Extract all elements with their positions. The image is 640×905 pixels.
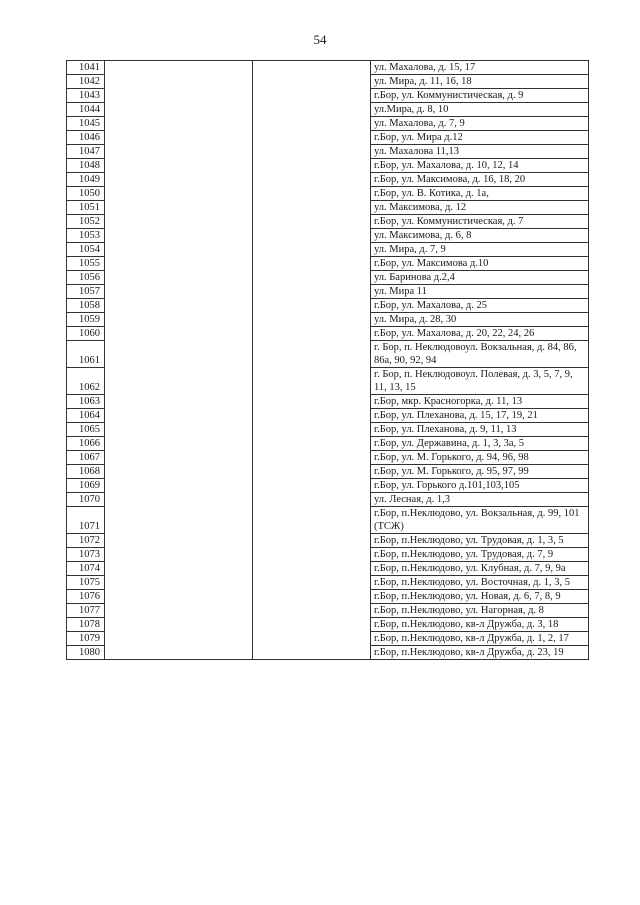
address-cell: г.Бор, ул. Махалова, д. 20, 22, 24, 26	[371, 327, 589, 341]
row-number: 1062	[67, 368, 105, 395]
page-number: 54	[313, 32, 327, 47]
address-cell: г.Бор, ул. Максимова д.10	[371, 257, 589, 271]
empty-cell	[105, 117, 253, 131]
address-cell: г.Бор, мкр. Красногорка, д. 11, 13	[371, 395, 589, 409]
empty-cell	[253, 131, 371, 145]
address-cell: ул. Мира 11	[371, 285, 589, 299]
address-cell: г.Бор, ул. М. Горького, д. 95, 97, 99	[371, 465, 589, 479]
row-number: 1043	[67, 89, 105, 103]
address-cell: г.Бор, п.Неклюдово, ул. Трудовая, д. 7, 9	[371, 548, 589, 562]
address-cell: г.Бор, ул. Коммунистическая, д. 7	[371, 215, 589, 229]
empty-cell	[253, 271, 371, 285]
table-row	[67, 562, 589, 576]
empty-cell	[253, 423, 371, 437]
row-number: 1046	[67, 131, 105, 145]
address-cell: г.Бор, ул. Плеханова, д. 15, 17, 19, 21	[371, 409, 589, 423]
address-cell: г. Бор, п. Неклюдовоул. Вокзальная, д. 84, 86, 86а, 90, 92, 94	[371, 341, 589, 368]
empty-cell	[105, 89, 253, 103]
empty-cell	[253, 395, 371, 409]
empty-cell	[105, 465, 253, 479]
row-number: 1078	[67, 618, 105, 632]
empty-cell	[105, 368, 253, 395]
table-row	[67, 201, 589, 215]
address-cell: ул. Мира, д. 28, 30	[371, 313, 589, 327]
row-number: 1059	[67, 313, 105, 327]
row-number: 1080	[67, 646, 105, 660]
empty-cell	[105, 299, 253, 313]
table-row	[67, 313, 589, 327]
empty-cell	[105, 341, 253, 368]
empty-cell	[105, 229, 253, 243]
table-row	[67, 534, 589, 548]
empty-cell	[105, 131, 253, 145]
table-row	[67, 548, 589, 562]
empty-cell	[105, 395, 253, 409]
empty-cell	[105, 562, 253, 576]
empty-cell	[105, 507, 253, 534]
empty-cell	[105, 271, 253, 285]
table-row	[67, 145, 589, 159]
table-row	[67, 409, 589, 423]
empty-cell	[253, 590, 371, 604]
empty-cell	[253, 243, 371, 257]
empty-cell	[253, 576, 371, 590]
empty-cell	[105, 646, 253, 660]
empty-cell	[105, 145, 253, 159]
table-row	[67, 299, 589, 313]
table-row	[67, 75, 589, 89]
address-cell: г.Бор, п.Неклюдово, ул. Восточная, д. 1, 3, 5	[371, 576, 589, 590]
table-row	[67, 285, 589, 299]
table-row	[67, 61, 589, 75]
address-cell: г.Бор, п.Неклюдово, ул. Клубная, д. 7, 9, 9а	[371, 562, 589, 576]
table-row	[67, 187, 589, 201]
empty-cell	[105, 534, 253, 548]
row-number: 1061	[67, 341, 105, 368]
table-row	[67, 131, 589, 145]
table-row	[67, 271, 589, 285]
table-row	[67, 257, 589, 271]
table-row	[67, 173, 589, 187]
address-cell: ул. Мира, д. 7, 9	[371, 243, 589, 257]
empty-cell	[105, 75, 253, 89]
row-number: 1041	[67, 61, 105, 75]
table-row	[67, 423, 589, 437]
address-cell: ул. Махалова, д. 15, 17	[371, 61, 589, 75]
address-cell: г.Бор, п.Неклюдово, кв-л Дружба, д. 23, 19	[371, 646, 589, 660]
address-cell: г.Бор, ул. Плеханова, д. 9, 11, 13	[371, 423, 589, 437]
empty-cell	[105, 451, 253, 465]
address-cell: г.Бор, п.Неклюдово, ул. Трудовая, д. 1, 3, 5	[371, 534, 589, 548]
address-cell: г. Бор, п. Неклюдовоул. Полевая, д. 3, 5, 7, 9, 11, 13, 15	[371, 368, 589, 395]
empty-cell	[253, 507, 371, 534]
row-number: 1056	[67, 271, 105, 285]
address-cell: г.Бор, ул. В. Котика, д. 1а,	[371, 187, 589, 201]
empty-cell	[105, 423, 253, 437]
row-number: 1052	[67, 215, 105, 229]
table-row	[67, 243, 589, 257]
row-number: 1076	[67, 590, 105, 604]
address-cell: г.Бор, ул. Махалова, д. 10, 12, 14	[371, 159, 589, 173]
empty-cell	[253, 479, 371, 493]
address-cell: г.Бор, ул. Максимова, д. 16, 18, 20	[371, 173, 589, 187]
empty-cell	[253, 493, 371, 507]
row-number: 1053	[67, 229, 105, 243]
empty-cell	[253, 632, 371, 646]
empty-cell	[105, 576, 253, 590]
empty-cell	[253, 201, 371, 215]
table-row	[67, 215, 589, 229]
empty-cell	[105, 327, 253, 341]
empty-cell	[253, 173, 371, 187]
table-row	[67, 103, 589, 117]
empty-cell	[253, 437, 371, 451]
row-number: 1071	[67, 507, 105, 534]
empty-cell	[253, 145, 371, 159]
address-cell: г.Бор, ул. Мира д.12	[371, 131, 589, 145]
row-number: 1065	[67, 423, 105, 437]
table-row	[67, 646, 589, 660]
row-number: 1063	[67, 395, 105, 409]
empty-cell	[105, 604, 253, 618]
row-number: 1070	[67, 493, 105, 507]
empty-cell	[105, 257, 253, 271]
table-row	[67, 437, 589, 451]
empty-cell	[105, 632, 253, 646]
address-cell: г.Бор, ул. Горького д.101,103,105	[371, 479, 589, 493]
row-number: 1066	[67, 437, 105, 451]
empty-cell	[253, 341, 371, 368]
address-cell: ул. Максимова, д. 6, 8	[371, 229, 589, 243]
address-table-body	[67, 61, 589, 660]
empty-cell	[105, 437, 253, 451]
table-row	[67, 465, 589, 479]
row-number: 1073	[67, 548, 105, 562]
table-row	[67, 632, 589, 646]
row-number: 1075	[67, 576, 105, 590]
address-cell: г.Бор, ул. Махалова, д. 25	[371, 299, 589, 313]
empty-cell	[105, 285, 253, 299]
address-cell: ул.Мира, д. 8, 10	[371, 103, 589, 117]
empty-cell	[253, 257, 371, 271]
empty-cell	[253, 285, 371, 299]
empty-cell	[105, 61, 253, 75]
table-row	[67, 159, 589, 173]
empty-cell	[253, 646, 371, 660]
empty-cell	[105, 590, 253, 604]
empty-cell	[253, 215, 371, 229]
empty-cell	[253, 409, 371, 423]
row-number: 1079	[67, 632, 105, 646]
empty-cell	[253, 117, 371, 131]
empty-cell	[253, 618, 371, 632]
row-number: 1047	[67, 145, 105, 159]
address-cell: ул. Максимова, д. 12	[371, 201, 589, 215]
address-cell: г.Бор, ул. Коммунистическая, д. 9	[371, 89, 589, 103]
table-row	[67, 604, 589, 618]
empty-cell	[253, 368, 371, 395]
address-cell: г.Бор, п.Неклюдово, кв-л Дружба, д. 1, 2, 17	[371, 632, 589, 646]
table-row	[67, 493, 589, 507]
row-number: 1050	[67, 187, 105, 201]
row-number: 1044	[67, 103, 105, 117]
empty-cell	[105, 409, 253, 423]
address-cell: г.Бор, п.Неклюдово, ул. Нагорная, д. 8	[371, 604, 589, 618]
row-number: 1068	[67, 465, 105, 479]
table-row	[67, 590, 589, 604]
empty-cell	[253, 562, 371, 576]
address-table	[66, 60, 589, 660]
empty-cell	[253, 604, 371, 618]
empty-cell	[105, 173, 253, 187]
row-number: 1045	[67, 117, 105, 131]
empty-cell	[253, 89, 371, 103]
empty-cell	[105, 159, 253, 173]
empty-cell	[253, 229, 371, 243]
address-cell: г.Бор, п.Неклюдово, ул. Вокзальная, д. 99, 101 (ТСЖ)	[371, 507, 589, 534]
table-row	[67, 576, 589, 590]
row-number: 1067	[67, 451, 105, 465]
address-cell: ул. Лесная, д. 1,3	[371, 493, 589, 507]
row-number: 1074	[67, 562, 105, 576]
empty-cell	[253, 61, 371, 75]
empty-cell	[253, 159, 371, 173]
table-row	[67, 507, 589, 534]
table-row	[67, 368, 589, 395]
empty-cell	[253, 327, 371, 341]
empty-cell	[105, 201, 253, 215]
row-number: 1054	[67, 243, 105, 257]
empty-cell	[253, 103, 371, 117]
address-cell: ул. Махалова, д. 7, 9	[371, 117, 589, 131]
address-cell: ул. Баринова д.2,4	[371, 271, 589, 285]
empty-cell	[253, 548, 371, 562]
row-number: 1069	[67, 479, 105, 493]
empty-cell	[253, 451, 371, 465]
empty-cell	[105, 313, 253, 327]
row-number: 1057	[67, 285, 105, 299]
row-number: 1077	[67, 604, 105, 618]
empty-cell	[253, 313, 371, 327]
empty-cell	[253, 299, 371, 313]
address-cell: ул. Махалова 11,13	[371, 145, 589, 159]
row-number: 1058	[67, 299, 105, 313]
table-row	[67, 341, 589, 368]
address-cell: г.Бор, п.Неклюдово, кв-л Дружба, д. 3, 18	[371, 618, 589, 632]
table-row	[67, 395, 589, 409]
table-row	[67, 479, 589, 493]
empty-cell	[253, 75, 371, 89]
table-row	[67, 89, 589, 103]
empty-cell	[105, 103, 253, 117]
empty-cell	[105, 493, 253, 507]
empty-cell	[105, 243, 253, 257]
row-number: 1042	[67, 75, 105, 89]
address-cell: г.Бор, ул. Державина, д. 1, 3, 3а, 5	[371, 437, 589, 451]
table-row	[67, 117, 589, 131]
row-number: 1060	[67, 327, 105, 341]
row-number: 1049	[67, 173, 105, 187]
empty-cell	[253, 465, 371, 479]
address-cell: г.Бор, п.Неклюдово, ул. Новая, д. 6, 7, 8, 9	[371, 590, 589, 604]
address-cell: г.Бор, ул. М. Горького, д. 94, 96, 98	[371, 451, 589, 465]
empty-cell	[253, 534, 371, 548]
table-row	[67, 327, 589, 341]
row-number: 1072	[67, 534, 105, 548]
empty-cell	[105, 548, 253, 562]
table-row	[67, 451, 589, 465]
row-number: 1048	[67, 159, 105, 173]
table-row	[67, 229, 589, 243]
empty-cell	[105, 215, 253, 229]
row-number: 1064	[67, 409, 105, 423]
empty-cell	[105, 618, 253, 632]
row-number: 1055	[67, 257, 105, 271]
empty-cell	[253, 187, 371, 201]
row-number: 1051	[67, 201, 105, 215]
address-cell: ул. Мира, д. 11, 16, 18	[371, 75, 589, 89]
empty-cell	[105, 479, 253, 493]
empty-cell	[105, 187, 253, 201]
table-row	[67, 618, 589, 632]
